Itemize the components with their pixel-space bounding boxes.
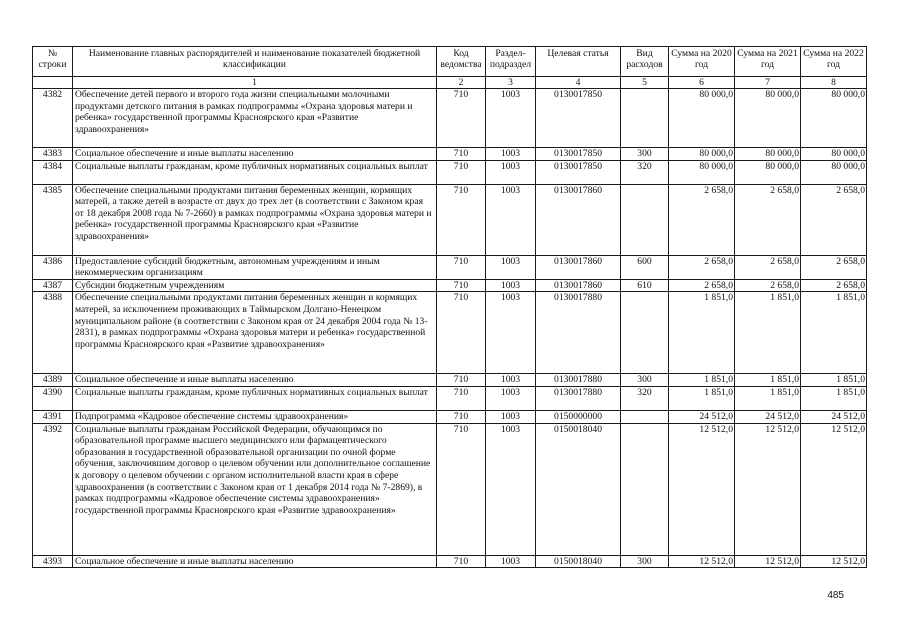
name-cell: Социальное обеспечение и иные выплаты населению: [73, 555, 437, 568]
target-article-cell: 0130017880: [536, 386, 621, 410]
expense-type-cell: [621, 423, 669, 555]
table-row: [33, 184, 867, 255]
target-article-cell: 0130017850: [536, 160, 621, 184]
sum-2021-cell: 2 658,0: [735, 184, 801, 255]
name-cell: Обеспечение специальными продуктами питания беременных женщин, кормящих матерей, а также детей в возрасте от двух до трех лет (в соответствии с Законом края от 18 декабря 2008 года № 7-2660) в рамках подпрограммы «Охрана здоровья матери и ребенка» государственной программы Красноярского края «Развитие здравоохранения»: [73, 184, 437, 255]
row-number-cell: 4382: [33, 89, 73, 148]
target-article-cell: 0130017860: [536, 279, 621, 292]
header-sum-2021: Сумма на 2021 год: [735, 47, 801, 77]
sum-2022-cell: 24 512,0: [801, 410, 867, 423]
target-article-cell: 0130017880: [536, 292, 621, 374]
department-code-cell: 710: [437, 386, 486, 410]
column-number: 7: [735, 77, 801, 89]
section-cell: 1003: [486, 555, 536, 568]
expense-type-cell: [621, 410, 669, 423]
sum-2022-cell: 1 851,0: [801, 292, 867, 374]
target-article-cell: 0130017860: [536, 255, 621, 279]
row-number-cell: 4383: [33, 148, 73, 161]
department-code-cell: 710: [437, 374, 486, 387]
table-row: [33, 386, 867, 410]
name-cell: Социальные выплаты гражданам, кроме публичных нормативных социальных выплат: [73, 160, 437, 184]
name-cell: Социальное обеспечение и иные выплаты населению: [73, 148, 437, 161]
target-article-cell: 0150018040: [536, 555, 621, 568]
column-number: 4: [536, 77, 621, 89]
sum-2022-cell: 2 658,0: [801, 184, 867, 255]
sum-2022-cell: 12 512,0: [801, 555, 867, 568]
sum-2020-cell: 80 000,0: [669, 89, 735, 148]
expense-type-cell: 300: [621, 374, 669, 387]
sum-2022-cell: 80 000,0: [801, 148, 867, 161]
sum-2020-cell: 80 000,0: [669, 160, 735, 184]
table-row: [33, 148, 867, 161]
sum-2021-cell: 1 851,0: [735, 374, 801, 387]
section-cell: 1003: [486, 184, 536, 255]
column-number: 1: [73, 77, 437, 89]
section-cell: 1003: [486, 374, 536, 387]
sum-2020-cell: 1 851,0: [669, 292, 735, 374]
column-number: 2: [437, 77, 486, 89]
sum-2021-cell: 2 658,0: [735, 255, 801, 279]
section-cell: 1003: [486, 423, 536, 555]
name-cell: Социальные выплаты гражданам, кроме публичных нормативных социальных выплат: [73, 386, 437, 410]
section-cell: 1003: [486, 255, 536, 279]
row-number-cell: 4389: [33, 374, 73, 387]
expense-type-cell: [621, 292, 669, 374]
sum-2020-cell: 24 512,0: [669, 410, 735, 423]
target-article-cell: 0130017850: [536, 148, 621, 161]
table-row: [33, 374, 867, 387]
page-number: 485: [827, 590, 844, 601]
row-number-cell: 4386: [33, 255, 73, 279]
table-row: [33, 292, 867, 374]
table-row: [33, 255, 867, 279]
sum-2021-cell: 24 512,0: [735, 410, 801, 423]
row-number-cell: 4387: [33, 279, 73, 292]
sum-2021-cell: 80 000,0: [735, 160, 801, 184]
department-code-cell: 710: [437, 292, 486, 374]
name-cell: Социальное обеспечение и иные выплаты населению: [73, 374, 437, 387]
section-cell: 1003: [486, 89, 536, 148]
section-cell: 1003: [486, 148, 536, 161]
table-row: [33, 89, 867, 148]
table-row: [33, 423, 867, 555]
target-article-cell: 0130017860: [536, 184, 621, 255]
budget-table: [32, 46, 867, 568]
name-cell: Обеспечение специальными продуктами питания беременных женщин и кормящих матерей, за исключением проживающих в Таймырском Долгано-Ненецком муниципальном районе (в соответствии с Законом края от 24 декабря 2004 года № 13-2831), в рамках подпрограммы «Охрана здоровья матери и ребенка» государственной программы Красноярского края «Развитие здравоохранения»: [73, 292, 437, 374]
department-code-cell: 710: [437, 410, 486, 423]
sum-2022-cell: 80 000,0: [801, 89, 867, 148]
section-cell: 1003: [486, 292, 536, 374]
table-row: [33, 410, 867, 423]
sum-2022-cell: 80 000,0: [801, 160, 867, 184]
sum-2021-cell: 80 000,0: [735, 89, 801, 148]
table-header-row: [33, 47, 867, 77]
header-department-code: Код ведомства: [437, 47, 486, 77]
header-sum-2022: Сумма на 2022 год: [801, 47, 867, 77]
department-code-cell: 710: [437, 184, 486, 255]
section-cell: 1003: [486, 386, 536, 410]
sum-2020-cell: 12 512,0: [669, 555, 735, 568]
target-article-cell: 0150000000: [536, 410, 621, 423]
row-number-cell: 4385: [33, 184, 73, 255]
section-cell: 1003: [486, 160, 536, 184]
row-number-cell: 4384: [33, 160, 73, 184]
name-cell: Субсидии бюджетным учреждениям: [73, 279, 437, 292]
column-number: 6: [669, 77, 735, 89]
table-row: [33, 279, 867, 292]
sum-2020-cell: 2 658,0: [669, 279, 735, 292]
department-code-cell: 710: [437, 423, 486, 555]
column-number: 5: [621, 77, 669, 89]
sum-2021-cell: 1 851,0: [735, 386, 801, 410]
expense-type-cell: 610: [621, 279, 669, 292]
header-target-article: Целевая статья: [536, 47, 621, 77]
expense-type-cell: [621, 89, 669, 148]
header-section: Раздел-подраздел: [486, 47, 536, 77]
row-number-cell: 4392: [33, 423, 73, 555]
expense-type-cell: 300: [621, 555, 669, 568]
sum-2020-cell: 2 658,0: [669, 255, 735, 279]
sum-2022-cell: 2 658,0: [801, 255, 867, 279]
sum-2020-cell: 12 512,0: [669, 423, 735, 555]
column-number: [33, 77, 73, 89]
name-cell: Подпрограмма «Кадровое обеспечение системы здравоохранения»: [73, 410, 437, 423]
row-number-cell: 4390: [33, 386, 73, 410]
name-cell: Обеспечение детей первого и второго года жизни специальными молочными продуктами детского питания в рамках подпрограммы «Охрана здоровья матери и ребенка» государственной программы Красноярского края «Развитие здравоохранения»: [73, 89, 437, 148]
name-cell: Предоставление субсидий бюджетным, автономным учреждениям и иным некоммерческим организациям: [73, 255, 437, 279]
sum-2022-cell: 1 851,0: [801, 386, 867, 410]
header-name: Наименование главных распорядителей и наименование показателей бюджетной классификации: [73, 47, 437, 77]
section-cell: 1003: [486, 279, 536, 292]
sum-2022-cell: 1 851,0: [801, 374, 867, 387]
header-row-number: № строки: [33, 47, 73, 77]
section-cell: 1003: [486, 410, 536, 423]
row-number-cell: 4388: [33, 292, 73, 374]
department-code-cell: 710: [437, 255, 486, 279]
department-code-cell: 710: [437, 89, 486, 148]
sum-2022-cell: 12 512,0: [801, 423, 867, 555]
target-article-cell: 0130017850: [536, 89, 621, 148]
sum-2020-cell: 1 851,0: [669, 386, 735, 410]
header-expense-type: Вид расходов: [621, 47, 669, 77]
department-code-cell: 710: [437, 555, 486, 568]
sum-2021-cell: 12 512,0: [735, 555, 801, 568]
column-number: 8: [801, 77, 867, 89]
table-row: [33, 555, 867, 568]
target-article-cell: 0130017880: [536, 374, 621, 387]
name-cell: Социальные выплаты гражданам Российской Федерации, обучающимся по образовательной программе высшего медицинского или фармацевтического образования в государственной образовательной организации по очной форме обучения, заключившим договор о целевом обучении или дополнительное соглашение к договору о целевом обучении с органом исполнительной власти края в сфере здравоохранения (в соответствии с Законом края от 1 декабря 2014 года № 7-2869), в рамках подпрограммы «Кадровое обеспечение системы здравоохранения» государственной программы Красноярского края «Развитие здравоохранения»: [73, 423, 437, 555]
sum-2021-cell: 2 658,0: [735, 279, 801, 292]
row-number-cell: 4391: [33, 410, 73, 423]
sum-2020-cell: 80 000,0: [669, 148, 735, 161]
expense-type-cell: 320: [621, 386, 669, 410]
column-number: 3: [486, 77, 536, 89]
expense-type-cell: 300: [621, 148, 669, 161]
header-sum-2020: Сумма на 2020 год: [669, 47, 735, 77]
expense-type-cell: 320: [621, 160, 669, 184]
expense-type-cell: 600: [621, 255, 669, 279]
department-code-cell: 710: [437, 160, 486, 184]
sum-2020-cell: 1 851,0: [669, 374, 735, 387]
sum-2021-cell: 12 512,0: [735, 423, 801, 555]
table-row: [33, 160, 867, 184]
sum-2020-cell: 2 658,0: [669, 184, 735, 255]
expense-type-cell: [621, 184, 669, 255]
sum-2022-cell: 2 658,0: [801, 279, 867, 292]
sum-2021-cell: 1 851,0: [735, 292, 801, 374]
row-number-cell: 4393: [33, 555, 73, 568]
department-code-cell: 710: [437, 279, 486, 292]
target-article-cell: 0150018040: [536, 423, 621, 555]
sum-2021-cell: 80 000,0: [735, 148, 801, 161]
column-number-row: [33, 77, 867, 89]
department-code-cell: 710: [437, 148, 486, 161]
